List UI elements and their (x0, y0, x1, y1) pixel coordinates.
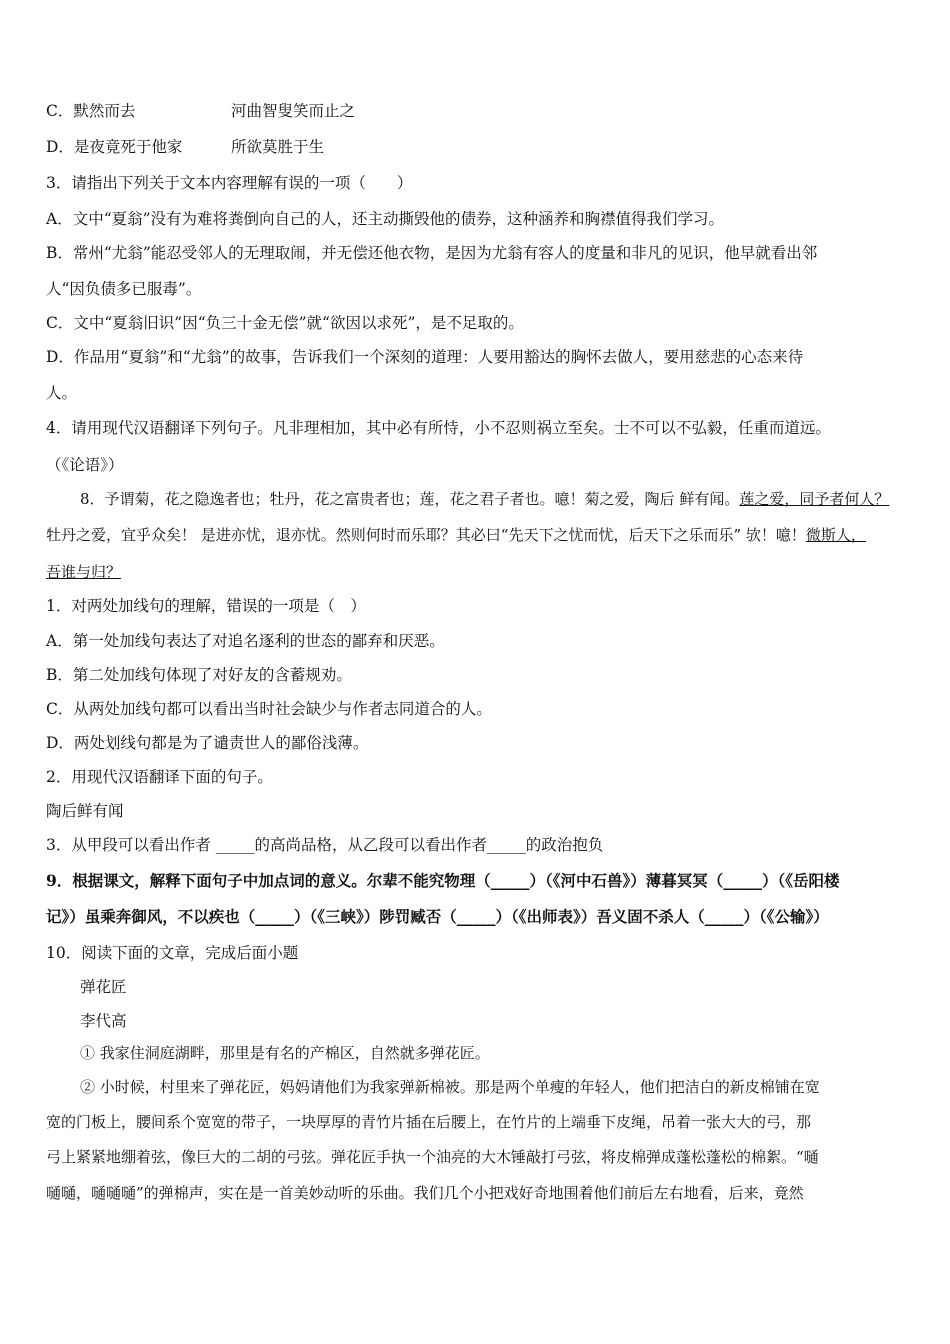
q3-option-a: A．文中“夏翁”没有为难将粪倒向自己的人，还主动撕毁他的债券，这种涵养和胸襟值得我们学习。 (46, 210, 725, 228)
q8-passage-line1 (80, 489, 889, 509)
option-d (46, 137, 324, 157)
q8-passage-line2 (46, 525, 866, 545)
option-text: C．默然而去 (46, 102, 136, 120)
q3-option-d-cont: 人。 (46, 384, 78, 402)
q8-sub2-text: 陶后鲜有闻 (46, 802, 124, 820)
q3-option-b: B．常州“尤翁”能忍受邻人的无理取闹，并无偿还他衣物，是因为尤翁有容人的度量和非凡的见识，他早就看出邻 (46, 244, 818, 262)
question-9-cont: 记》）虽乘奔御风，不以疾也（_____）（《三峡》）陟罚臧否（_____）（《出师表》）吾义固不杀人（_____）（《公输》） (46, 907, 829, 926)
q3-option-b-cont: 人“因负债多已服毒”。 (46, 280, 202, 298)
passage-text: 8．予谓菊，花之隐逸者也；牡丹，花之富贵者也；莲，花之君子者也。噫！菊之爱，陶后 鲜有闻。 (80, 490, 740, 508)
q8-sub1-d: D．两处划线句都是为了谴责世人的鄙俗浅薄。 (46, 734, 369, 752)
option-text: 所欲莫胜于生 (231, 138, 325, 156)
article-para-1: ① 我家住洞庭湖畔，那里是有名的产棉区，自然就多弹花匠。 (80, 1044, 490, 1062)
q3-option-d: D．作品用“夏翁”和“尤翁”的故事，告诉我们一个深刻的道理：人要用豁达的胸怀去做人，要用慈悲的心态来待 (46, 348, 804, 366)
option-text: D．是夜竟死于他家 (46, 138, 183, 156)
q8-sub3: 3．从甲段可以看出作者 _____的高尚品格，从乙段可以看出作者_____的政治抱负 (46, 836, 604, 854)
q8-sub1-a: A．第一处加线句表达了对追名逐利的世态的鄙弃和厌恶。 (46, 632, 445, 650)
q8-sub1-c: C．从两处加线句都可以看出当时社会缺少与作者志同道合的人。 (46, 700, 492, 718)
article-author: 李代高 (80, 1012, 127, 1030)
option-text: 河曲智叟笑而止之 (231, 102, 356, 120)
q8-sub2: 2．用现代汉语翻译下面的句子。 (46, 768, 273, 786)
underlined-sentence: 微斯人， (805, 526, 866, 544)
article-para-2-line: 嗵嗵，嗵嗵嗵”的弹棉声，实在是一首美妙动听的乐曲。我们几个小把戏好奇地围着他们前后左右地看，后来，竟然 (46, 1184, 804, 1202)
underlined-sentence: 莲之爱，同予者何人？ (739, 490, 890, 508)
question-10: 10．阅读下面的文章，完成后面小题 (46, 944, 299, 962)
q8-sub1-b: B．第二处加线句体现了对好友的含蓄规劝。 (46, 666, 352, 684)
question-9: 9．根据课文，解释下面句子中加点词的意义。尔辈不能究物理（_____）（《河中石兽》）薄暮冥冥（_____）（《岳阳楼 (46, 871, 840, 890)
article-para-2: ② 小时候，村里来了弹花匠，妈妈请他们为我家弹新棉被。那是两个单瘦的年轻人，他们把洁白的新皮棉铺在宽 (80, 1078, 820, 1096)
article-para-2-line: 弓上紧紧地绷着弦，像巨大的二胡的弓弦。弹花匠手执一个油亮的大木锤敲打弓弦，将皮棉弹成蓬松蓬松的棉絮。“嗵 (46, 1148, 819, 1166)
option-c (46, 101, 355, 121)
passage-text: 牡丹之爱，宜乎众矣！ 是进亦忧，退亦忧。然则何时而乐耶？其必曰“先天下之忧而忧，后天下之乐而乐” 欤！噫！ (46, 526, 806, 544)
q3-option-c: C．文中“夏翁旧识”因“负三十金无偿”就“欲因以求死”，是不足取的。 (46, 314, 524, 332)
q8-sub1: 1．对两处加线句的理解，错误的一项是（ ） (46, 597, 366, 615)
question-3: 3．请指出下列关于文本内容理解有误的一项（ ） (46, 174, 413, 192)
q8-passage-line3 (46, 562, 121, 582)
question-4-source: （《论语》） (46, 456, 124, 474)
question-4: 4．请用现代汉语翻译下列句子。凡非理相加，其中必有所恃，小不忍则祸立至矣。士不可以不弘毅，任重而道远。 (46, 419, 831, 437)
article-para-2-line: 宽的门板上，腰间系个宽宽的带子，一块厚厚的青竹片插在后腰上，在竹片的上端垂下皮绳，吊着一张大大的弓，那 (46, 1113, 812, 1131)
underlined-sentence: 吾谁与归？ (46, 563, 122, 581)
article-title: 弹花匠 (80, 978, 127, 996)
